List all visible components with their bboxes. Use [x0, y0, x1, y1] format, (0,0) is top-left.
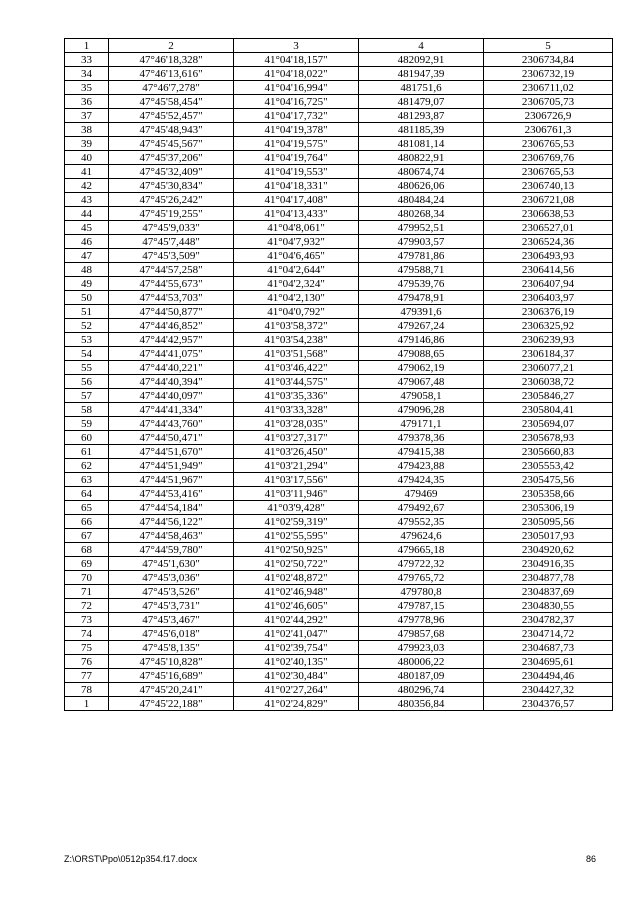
- x-coordinate-cell: 480626,06: [359, 179, 484, 193]
- longitude-cell: 41°03'11,946": [234, 487, 359, 501]
- point-number-cell: 36: [65, 95, 109, 109]
- longitude-cell: 41°04'19,378": [234, 123, 359, 137]
- latitude-cell: 47°46'13,616": [109, 67, 234, 81]
- y-coordinate-cell: 2306527,01: [484, 221, 613, 235]
- point-number-cell: 74: [65, 627, 109, 641]
- point-number-cell: 65: [65, 501, 109, 515]
- x-coordinate-cell: 479539,76: [359, 277, 484, 291]
- point-number-cell: 37: [65, 109, 109, 123]
- table-row: [65, 207, 613, 221]
- x-coordinate-cell: 479391,6: [359, 305, 484, 319]
- x-coordinate-cell: 480268,34: [359, 207, 484, 221]
- longitude-cell: 41°02'44,292": [234, 613, 359, 627]
- latitude-cell: 47°44'51,949": [109, 459, 234, 473]
- x-coordinate-cell: 480006,22: [359, 655, 484, 669]
- y-coordinate-cell: 2304920,62: [484, 543, 613, 557]
- longitude-cell: 41°03'35,336": [234, 389, 359, 403]
- latitude-cell: 47°44'50,471": [109, 431, 234, 445]
- x-coordinate-cell: 479778,96: [359, 613, 484, 627]
- x-coordinate-cell: 479058,1: [359, 389, 484, 403]
- y-coordinate-cell: 2305694,07: [484, 417, 613, 431]
- point-number-cell: 63: [65, 473, 109, 487]
- y-coordinate-cell: 2304376,57: [484, 697, 613, 711]
- y-coordinate-cell: 2306524,36: [484, 235, 613, 249]
- table-row: [65, 487, 613, 501]
- longitude-cell: 41°04'19,575": [234, 137, 359, 151]
- x-coordinate-cell: 479469: [359, 487, 484, 501]
- longitude-cell: 41°04'16,994": [234, 81, 359, 95]
- table-row: [65, 361, 613, 375]
- latitude-cell: 47°45'3,526": [109, 585, 234, 599]
- longitude-cell: 41°03'54,238": [234, 333, 359, 347]
- table-row: [65, 641, 613, 655]
- point-number-cell: 45: [65, 221, 109, 235]
- y-coordinate-cell: 2306376,19: [484, 305, 613, 319]
- latitude-cell: 47°44'51,967": [109, 473, 234, 487]
- longitude-cell: 41°04'17,732": [234, 109, 359, 123]
- x-coordinate-cell: 479552,35: [359, 515, 484, 529]
- x-coordinate-cell: 479588,71: [359, 263, 484, 277]
- y-coordinate-cell: 2305095,56: [484, 515, 613, 529]
- latitude-cell: 47°45'30,834": [109, 179, 234, 193]
- y-coordinate-cell: 2304427,32: [484, 683, 613, 697]
- y-coordinate-cell: 2306711,02: [484, 81, 613, 95]
- x-coordinate-cell: 480296,74: [359, 683, 484, 697]
- latitude-cell: 47°44'40,221": [109, 361, 234, 375]
- longitude-cell: 41°04'18,331": [234, 179, 359, 193]
- table-row: [65, 109, 613, 123]
- latitude-cell: 47°44'56,122": [109, 515, 234, 529]
- point-number-cell: 73: [65, 613, 109, 627]
- y-coordinate-cell: 2306184,37: [484, 347, 613, 361]
- table-row: [65, 151, 613, 165]
- y-coordinate-cell: 2305846,27: [484, 389, 613, 403]
- x-coordinate-cell: 480187,09: [359, 669, 484, 683]
- table-row: [65, 123, 613, 137]
- point-number-cell: 58: [65, 403, 109, 417]
- longitude-cell: 41°04'2,644": [234, 263, 359, 277]
- header-cell-point: 1: [65, 39, 109, 53]
- point-number-cell: 46: [65, 235, 109, 249]
- longitude-cell: 41°02'41,047": [234, 627, 359, 641]
- y-coordinate-cell: 2306761,3: [484, 123, 613, 137]
- latitude-cell: 47°45'8,135": [109, 641, 234, 655]
- table-row: [65, 431, 613, 445]
- point-number-cell: 60: [65, 431, 109, 445]
- table-row: [65, 459, 613, 473]
- longitude-cell: 41°04'19,553": [234, 165, 359, 179]
- x-coordinate-cell: 479903,57: [359, 235, 484, 249]
- y-coordinate-cell: 2305678,93: [484, 431, 613, 445]
- y-coordinate-cell: 2306493,93: [484, 249, 613, 263]
- x-coordinate-cell: 479096,28: [359, 403, 484, 417]
- x-coordinate-cell: 479171,1: [359, 417, 484, 431]
- longitude-cell: 41°04'6,465": [234, 249, 359, 263]
- longitude-cell: 41°04'7,932": [234, 235, 359, 249]
- longitude-cell: 41°03'17,556": [234, 473, 359, 487]
- longitude-cell: 41°04'17,408": [234, 193, 359, 207]
- x-coordinate-cell: 480674,74: [359, 165, 484, 179]
- point-number-cell: 67: [65, 529, 109, 543]
- longitude-cell: 41°02'27,264": [234, 683, 359, 697]
- x-coordinate-cell: 479665,18: [359, 543, 484, 557]
- longitude-cell: 41°04'16,725": [234, 95, 359, 109]
- point-number-cell: 61: [65, 445, 109, 459]
- table-row: [65, 333, 613, 347]
- point-number-cell: 50: [65, 291, 109, 305]
- x-coordinate-cell: 479923,03: [359, 641, 484, 655]
- latitude-cell: 47°44'43,760": [109, 417, 234, 431]
- table-row: [65, 445, 613, 459]
- table-row: [65, 305, 613, 319]
- y-coordinate-cell: 2306077,21: [484, 361, 613, 375]
- point-number-cell: 72: [65, 599, 109, 613]
- longitude-cell: 41°04'0,792": [234, 305, 359, 319]
- latitude-cell: 47°44'42,957": [109, 333, 234, 347]
- y-coordinate-cell: 2304916,35: [484, 557, 613, 571]
- point-number-cell: 52: [65, 319, 109, 333]
- table-row: [65, 613, 613, 627]
- x-coordinate-cell: 479415,38: [359, 445, 484, 459]
- longitude-cell: 41°03'51,568": [234, 347, 359, 361]
- point-number-cell: 62: [65, 459, 109, 473]
- longitude-cell: 41°03'26,450": [234, 445, 359, 459]
- latitude-cell: 47°45'45,567": [109, 137, 234, 151]
- table-row: [65, 179, 613, 193]
- point-number-cell: 56: [65, 375, 109, 389]
- table-row: [65, 669, 613, 683]
- x-coordinate-cell: 480484,24: [359, 193, 484, 207]
- latitude-cell: 47°45'20,241": [109, 683, 234, 697]
- y-coordinate-cell: 2306732,19: [484, 67, 613, 81]
- latitude-cell: 47°45'10,828": [109, 655, 234, 669]
- point-number-cell: 59: [65, 417, 109, 431]
- point-number-cell: 47: [65, 249, 109, 263]
- longitude-cell: 41°02'55,595": [234, 529, 359, 543]
- point-number-cell: 43: [65, 193, 109, 207]
- header-row: [65, 39, 613, 53]
- y-coordinate-cell: 2304782,37: [484, 613, 613, 627]
- table-row: [65, 403, 613, 417]
- table-row: [65, 585, 613, 599]
- table-row: [65, 95, 613, 109]
- x-coordinate-cell: 479423,88: [359, 459, 484, 473]
- latitude-cell: 47°45'32,409": [109, 165, 234, 179]
- latitude-cell: 47°46'18,328": [109, 53, 234, 67]
- longitude-cell: 41°04'13,433": [234, 207, 359, 221]
- latitude-cell: 47°44'53,416": [109, 487, 234, 501]
- x-coordinate-cell: 479478,91: [359, 291, 484, 305]
- longitude-cell: 41°04'18,022": [234, 67, 359, 81]
- longitude-cell: 41°04'2,324": [234, 277, 359, 291]
- table-row: [65, 291, 613, 305]
- latitude-cell: 47°45'7,448": [109, 235, 234, 249]
- x-coordinate-cell: 479492,67: [359, 501, 484, 515]
- latitude-cell: 47°44'46,852": [109, 319, 234, 333]
- longitude-cell: 41°02'40,135": [234, 655, 359, 669]
- latitude-cell: 47°44'50,877": [109, 305, 234, 319]
- latitude-cell: 47°45'58,454": [109, 95, 234, 109]
- x-coordinate-cell: 481479,07: [359, 95, 484, 109]
- y-coordinate-cell: 2306769,76: [484, 151, 613, 165]
- y-coordinate-cell: 2306414,56: [484, 263, 613, 277]
- table-row: [65, 165, 613, 179]
- x-coordinate-cell: 479722,32: [359, 557, 484, 571]
- longitude-cell: 41°04'2,130": [234, 291, 359, 305]
- longitude-cell: 41°02'59,319": [234, 515, 359, 529]
- longitude-cell: 41°03'58,372": [234, 319, 359, 333]
- table-row: [65, 417, 613, 431]
- latitude-cell: 47°44'41,075": [109, 347, 234, 361]
- point-number-cell: 33: [65, 53, 109, 67]
- coordinates-table-container: [64, 38, 612, 711]
- table-row: [65, 137, 613, 151]
- latitude-cell: 47°45'22,188": [109, 697, 234, 711]
- x-coordinate-cell: 479780,8: [359, 585, 484, 599]
- x-coordinate-cell: 480356,84: [359, 697, 484, 711]
- point-number-cell: 70: [65, 571, 109, 585]
- point-number-cell: 78: [65, 683, 109, 697]
- table-body: [65, 53, 613, 711]
- y-coordinate-cell: 2306721,08: [484, 193, 613, 207]
- table-row: [65, 501, 613, 515]
- point-number-cell: 75: [65, 641, 109, 655]
- latitude-cell: 47°45'37,206": [109, 151, 234, 165]
- point-number-cell: 49: [65, 277, 109, 291]
- latitude-cell: 47°44'41,334": [109, 403, 234, 417]
- latitude-cell: 47°44'54,184": [109, 501, 234, 515]
- x-coordinate-cell: 481185,39: [359, 123, 484, 137]
- point-number-cell: 69: [65, 557, 109, 571]
- table-row: [65, 81, 613, 95]
- header-cell-y: 5: [484, 39, 613, 53]
- table-row: [65, 599, 613, 613]
- y-coordinate-cell: 2304837,69: [484, 585, 613, 599]
- point-number-cell: 48: [65, 263, 109, 277]
- latitude-cell: 47°44'58,463": [109, 529, 234, 543]
- y-coordinate-cell: 2306734,84: [484, 53, 613, 67]
- y-coordinate-cell: 2306239,93: [484, 333, 613, 347]
- table-row: [65, 515, 613, 529]
- point-number-cell: 42: [65, 179, 109, 193]
- longitude-cell: 41°03'44,575": [234, 375, 359, 389]
- y-coordinate-cell: 2306740,13: [484, 179, 613, 193]
- longitude-cell: 41°03'9,428": [234, 501, 359, 515]
- y-coordinate-cell: 2305553,42: [484, 459, 613, 473]
- table-row: [65, 193, 613, 207]
- table-row: [65, 319, 613, 333]
- table-row: [65, 53, 613, 67]
- table-row: [65, 571, 613, 585]
- table-row: [65, 249, 613, 263]
- longitude-cell: 41°02'50,925": [234, 543, 359, 557]
- longitude-cell: 41°03'28,035": [234, 417, 359, 431]
- point-number-cell: 54: [65, 347, 109, 361]
- latitude-cell: 47°45'3,036": [109, 571, 234, 585]
- x-coordinate-cell: 479765,72: [359, 571, 484, 585]
- longitude-cell: 41°03'46,422": [234, 361, 359, 375]
- y-coordinate-cell: 2305475,56: [484, 473, 613, 487]
- y-coordinate-cell: 2304830,55: [484, 599, 613, 613]
- y-coordinate-cell: 2304695,61: [484, 655, 613, 669]
- longitude-cell: 41°02'24,829": [234, 697, 359, 711]
- latitude-cell: 47°45'16,689": [109, 669, 234, 683]
- point-number-cell: 34: [65, 67, 109, 81]
- longitude-cell: 41°03'27,317": [234, 431, 359, 445]
- y-coordinate-cell: 2305306,19: [484, 501, 613, 515]
- point-number-cell: 44: [65, 207, 109, 221]
- latitude-cell: 47°45'3,467": [109, 613, 234, 627]
- longitude-cell: 41°02'46,948": [234, 585, 359, 599]
- point-number-cell: 39: [65, 137, 109, 151]
- point-number-cell: 40: [65, 151, 109, 165]
- latitude-cell: 47°46'7,278": [109, 81, 234, 95]
- longitude-cell: 41°04'19,764": [234, 151, 359, 165]
- x-coordinate-cell: 479378,36: [359, 431, 484, 445]
- x-coordinate-cell: 479624,6: [359, 529, 484, 543]
- table-row: [65, 347, 613, 361]
- point-number-cell: 64: [65, 487, 109, 501]
- table-row: [65, 375, 613, 389]
- point-number-cell: 55: [65, 361, 109, 375]
- footer-page-number: 86: [585, 854, 596, 864]
- y-coordinate-cell: 2306407,94: [484, 277, 613, 291]
- point-number-cell: 35: [65, 81, 109, 95]
- x-coordinate-cell: 482092,91: [359, 53, 484, 67]
- x-coordinate-cell: 479267,24: [359, 319, 484, 333]
- latitude-cell: 47°44'53,703": [109, 291, 234, 305]
- y-coordinate-cell: 2305804,41: [484, 403, 613, 417]
- longitude-cell: 41°02'30,484": [234, 669, 359, 683]
- table-row: [65, 697, 613, 711]
- table-row: [65, 627, 613, 641]
- x-coordinate-cell: 479062,19: [359, 361, 484, 375]
- footer-file-path: Z:\ORST\Ppo\0512p354.f17.docx: [64, 854, 198, 864]
- latitude-cell: 47°44'57,258": [109, 263, 234, 277]
- y-coordinate-cell: 2306638,53: [484, 207, 613, 221]
- y-coordinate-cell: 2304494,46: [484, 669, 613, 683]
- y-coordinate-cell: 2306765,53: [484, 165, 613, 179]
- table-row: [65, 67, 613, 81]
- table-row: [65, 235, 613, 249]
- point-number-cell: 68: [65, 543, 109, 557]
- point-number-cell: 51: [65, 305, 109, 319]
- x-coordinate-cell: 479952,51: [359, 221, 484, 235]
- table-row: [65, 389, 613, 403]
- y-coordinate-cell: 2306038,72: [484, 375, 613, 389]
- longitude-cell: 41°04'18,157": [234, 53, 359, 67]
- x-coordinate-cell: 479146,86: [359, 333, 484, 347]
- point-number-cell: 38: [65, 123, 109, 137]
- header-cell-longitude: 3: [234, 39, 359, 53]
- latitude-cell: 47°45'48,943": [109, 123, 234, 137]
- longitude-cell: 41°04'8,061": [234, 221, 359, 235]
- x-coordinate-cell: 480822,91: [359, 151, 484, 165]
- latitude-cell: 47°44'51,670": [109, 445, 234, 459]
- longitude-cell: 41°03'33,328": [234, 403, 359, 417]
- header-cell-latitude: 2: [109, 39, 234, 53]
- table-row: [65, 557, 613, 571]
- latitude-cell: 47°45'52,457": [109, 109, 234, 123]
- point-number-cell: 1: [65, 697, 109, 711]
- latitude-cell: 47°45'26,242": [109, 193, 234, 207]
- latitude-cell: 47°44'55,673": [109, 277, 234, 291]
- longitude-cell: 41°02'48,872": [234, 571, 359, 585]
- point-number-cell: 66: [65, 515, 109, 529]
- table-row: [65, 655, 613, 669]
- point-number-cell: 77: [65, 669, 109, 683]
- y-coordinate-cell: 2305358,66: [484, 487, 613, 501]
- table-header: [65, 39, 613, 53]
- y-coordinate-cell: 2304877,78: [484, 571, 613, 585]
- y-coordinate-cell: 2306403,97: [484, 291, 613, 305]
- point-number-cell: 41: [65, 165, 109, 179]
- latitude-cell: 47°45'1,630": [109, 557, 234, 571]
- table-row: [65, 263, 613, 277]
- y-coordinate-cell: 2306726,9: [484, 109, 613, 123]
- latitude-cell: 47°45'6,018": [109, 627, 234, 641]
- y-coordinate-cell: 2306325,92: [484, 319, 613, 333]
- x-coordinate-cell: 479857,68: [359, 627, 484, 641]
- y-coordinate-cell: 2304687,73: [484, 641, 613, 655]
- x-coordinate-cell: 479424,35: [359, 473, 484, 487]
- x-coordinate-cell: 479787,15: [359, 599, 484, 613]
- y-coordinate-cell: 2306705,73: [484, 95, 613, 109]
- point-number-cell: 57: [65, 389, 109, 403]
- latitude-cell: 47°45'9,033": [109, 221, 234, 235]
- x-coordinate-cell: 479781,86: [359, 249, 484, 263]
- point-number-cell: 53: [65, 333, 109, 347]
- x-coordinate-cell: 481751,6: [359, 81, 484, 95]
- longitude-cell: 41°02'50,722": [234, 557, 359, 571]
- table-row: [65, 473, 613, 487]
- y-coordinate-cell: 2306765,53: [484, 137, 613, 151]
- header-cell-x: 4: [359, 39, 484, 53]
- longitude-cell: 41°02'39,754": [234, 641, 359, 655]
- latitude-cell: 47°45'3,509": [109, 249, 234, 263]
- coordinates-table: [64, 38, 613, 711]
- point-number-cell: 76: [65, 655, 109, 669]
- latitude-cell: 47°44'59,780": [109, 543, 234, 557]
- table-row: [65, 683, 613, 697]
- table-row: [65, 543, 613, 557]
- x-coordinate-cell: 479067,48: [359, 375, 484, 389]
- table-row: [65, 277, 613, 291]
- point-number-cell: 71: [65, 585, 109, 599]
- x-coordinate-cell: 481293,87: [359, 109, 484, 123]
- x-coordinate-cell: 481947,39: [359, 67, 484, 81]
- latitude-cell: 47°44'40,394": [109, 375, 234, 389]
- longitude-cell: 41°03'21,294": [234, 459, 359, 473]
- x-coordinate-cell: 479088,65: [359, 347, 484, 361]
- table-row: [65, 529, 613, 543]
- x-coordinate-cell: 481081,14: [359, 137, 484, 151]
- y-coordinate-cell: 2305017,93: [484, 529, 613, 543]
- table-row: [65, 221, 613, 235]
- latitude-cell: 47°44'40,097": [109, 389, 234, 403]
- latitude-cell: 47°45'19,255": [109, 207, 234, 221]
- longitude-cell: 41°02'46,605": [234, 599, 359, 613]
- y-coordinate-cell: 2305660,83: [484, 445, 613, 459]
- y-coordinate-cell: 2304714,72: [484, 627, 613, 641]
- latitude-cell: 47°45'3,731": [109, 599, 234, 613]
